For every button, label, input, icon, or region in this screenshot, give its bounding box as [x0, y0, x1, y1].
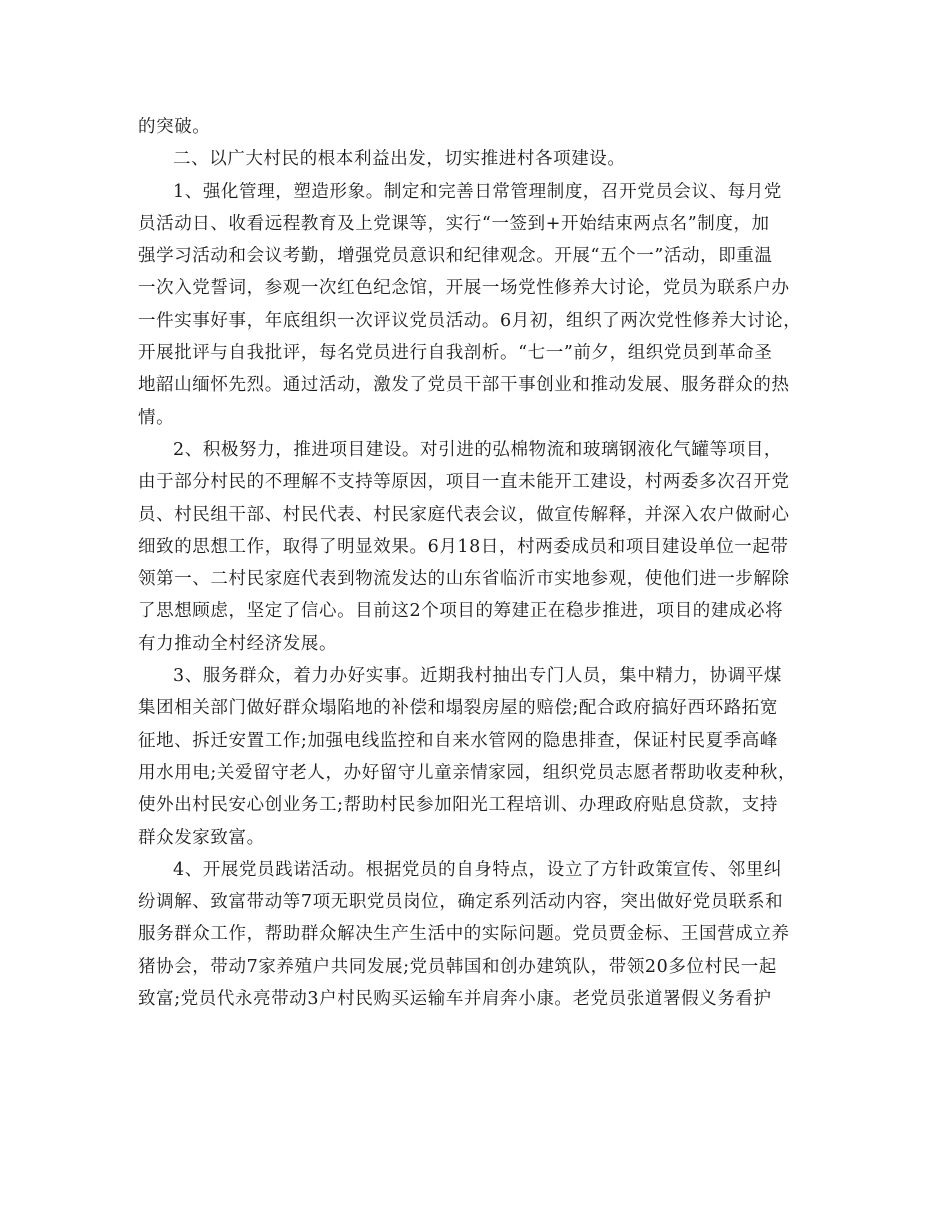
text-line: 情。	[138, 407, 175, 428]
text-line: 征地、拆迁安置工作;加强电线监控和自来水管网的隐患排查，保证村民夏季高峰	[138, 730, 778, 751]
text-line: 一次入党誓词，参观一次红色纪念馆，开展一场党性修养大讨论，党员为联系户办	[138, 278, 790, 299]
text-line: 地韶山缅怀先烈。通过活动，激发了党员干部干事创业和推动发展、服务群众的热	[138, 375, 790, 396]
text-line: 领第一、二村民家庭代表到物流发达的山东省临沂市实地参观，使他们进一步解除	[138, 569, 790, 590]
text-line: 致富;党员代永亮带动3户村民购买运输车并肩奔小康。老党员张道署假义务看护	[138, 989, 772, 1010]
paragraph-first-line: 3、服务群众，着力办好实事。近期我村抽出专门人员，集中精力，协调平煤	[173, 666, 783, 687]
paragraph-first-line: 4、开展党员践诺活动。根据党员的自身特点，设立了方针政策宣传、邻里纠	[173, 859, 783, 880]
text-line: 的突破。	[138, 117, 211, 137]
paragraph-first-line: 2、积极努力，推进项目建设。对引进的弘棉物流和玻璃钢液化气罐等项目，	[173, 439, 783, 460]
paragraph-first-line: 二、以广大村民的根本利益出发，切实推进村各项建设。	[173, 149, 626, 170]
text-line: 了思想顾虑，坚定了信心。目前这2个项目的筹建正在稳步推进，项目的建成必将	[138, 601, 784, 622]
text-line: 一件实事好事，年底组织一次评议党员活动。6月初，组织了两次党性修养大讨论，	[138, 310, 802, 331]
text-line: 猪协会，带动7家养殖户共同发展;党员韩国和创办建筑队，带领20多位村民一起	[138, 956, 777, 977]
paragraph-first-line: 1、强化管理，塑造形象。制定和完善日常管理制度，召开党员会议、每月党	[173, 181, 783, 202]
text-line: 员活动日、收看远程教育及上党课等，实行“一签到+开始结束两点名”制度，加	[138, 213, 770, 234]
text-line: 用水用电;关爱留守老人，办好留守儿童亲情家园，组织党员志愿者帮助收麦种秋，	[138, 762, 797, 783]
text-line: 有力推动全村经济发展。	[138, 633, 338, 654]
text-line: 群众发家致富。	[138, 827, 265, 848]
text-line: 由于部分村民的不理解不支持等原因，项目一直未能开工建设，村两委多次召开党	[138, 472, 790, 493]
text-line: 强学习活动和会议考勤，增强党员意识和纪律观念。开展“五个一”活动，即重温	[138, 246, 773, 267]
text-line: 纷调解、致富带动等7项无职党员岗位，确定系列活动内容，突出做好党员联系和	[138, 892, 784, 913]
text-line: 使外出村民安心创业务工;帮助村民参加阳光工程培训、办理政府贴息贷款，支持	[138, 795, 778, 816]
text-line: 员、村民组干部、村民代表、村民家庭代表会议，做宣传解释，并深入农户做耐心	[138, 504, 790, 525]
text-line: 集团相关部门做好群众塌陷地的补偿和塌裂房屋的赔偿;配合政府搞好西环路拓宽	[138, 698, 778, 719]
text-line: 服务群众工作，帮助群众解决生产生活中的实际问题。党员贾金标、王国营成立养	[138, 924, 790, 945]
text-line: 细致的思想工作，取得了明显效果。6月18日，村两委成员和项目建设单位一起带	[138, 536, 789, 557]
text-line: 开展批评与自我批评，每名党员进行自我剖析。“七一”前夕，组织党员到革命圣	[138, 343, 773, 364]
document-body	[138, 111, 823, 1015]
